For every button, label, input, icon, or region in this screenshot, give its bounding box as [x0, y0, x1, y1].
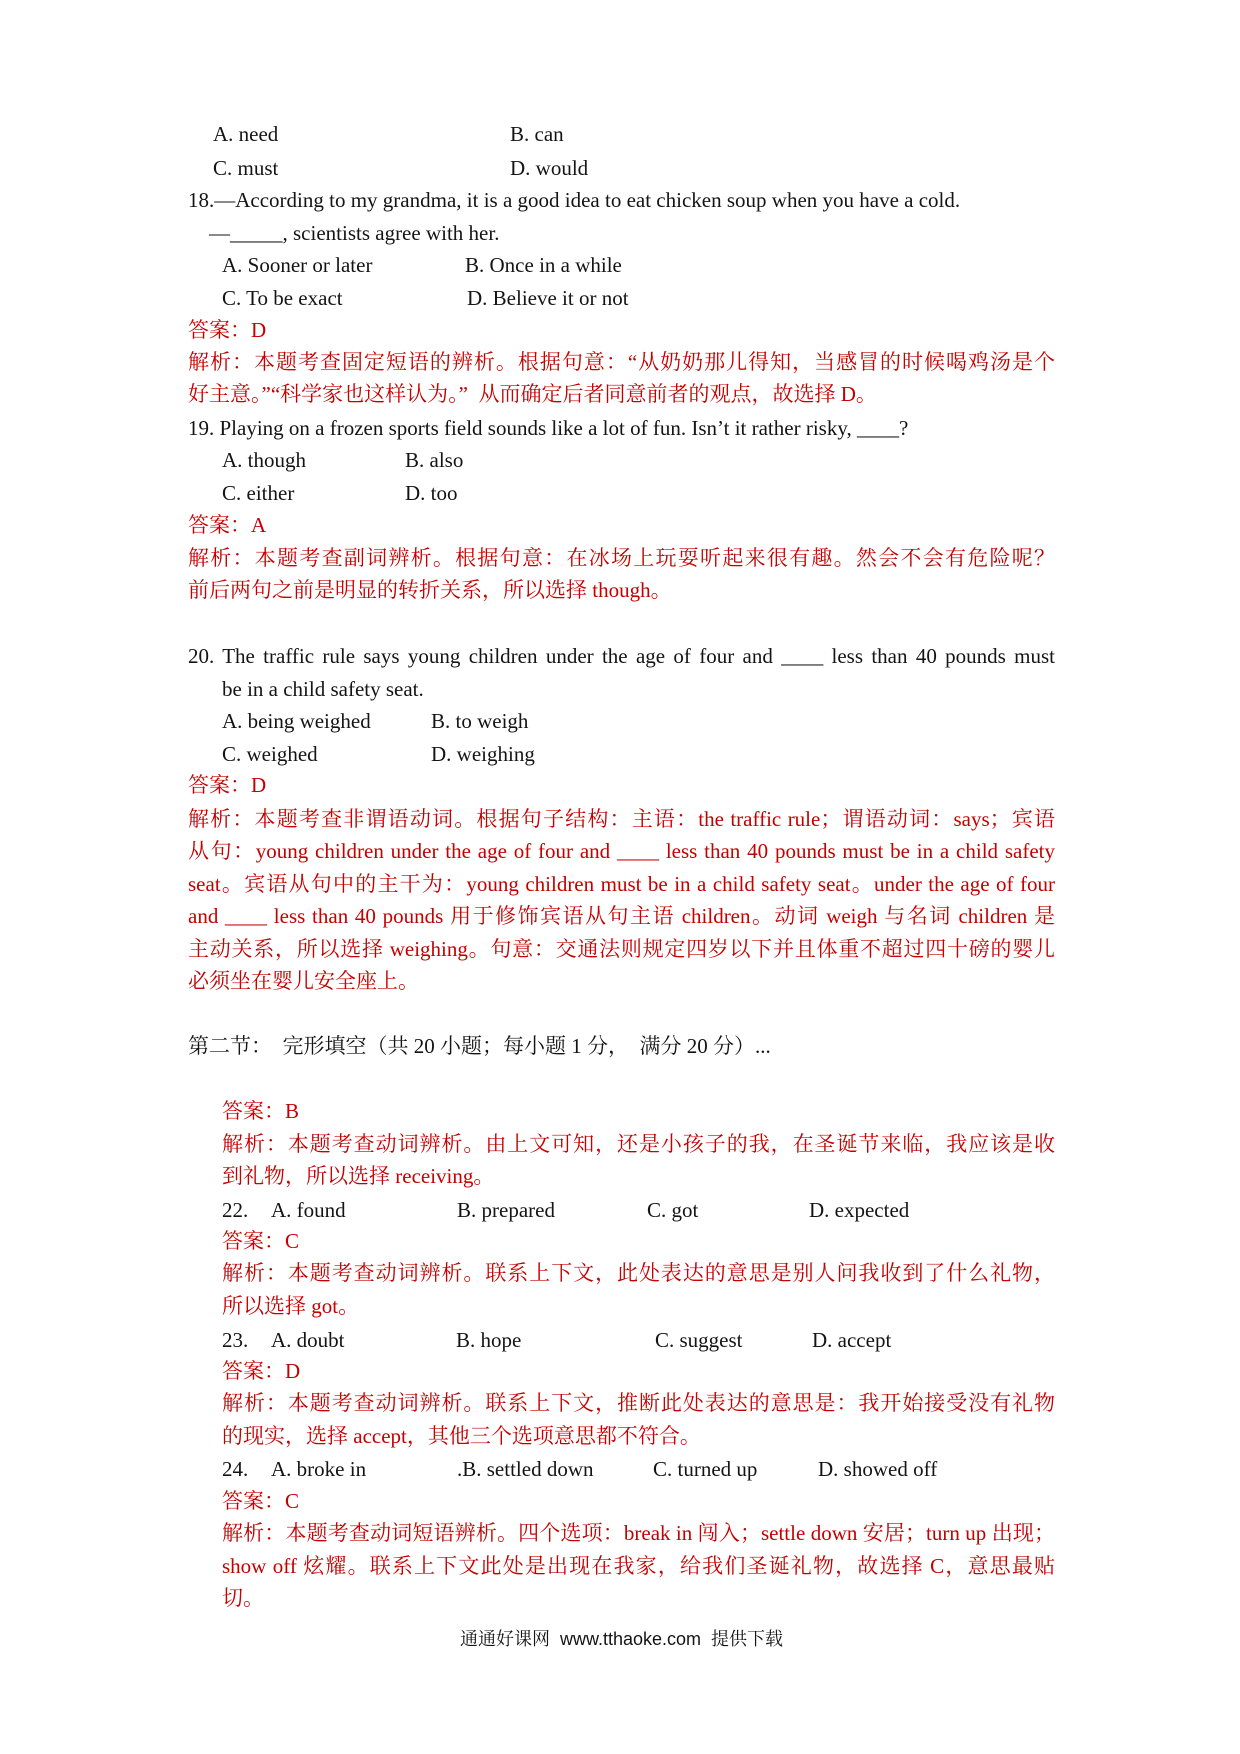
q20-option-b: B. to weigh: [431, 709, 529, 733]
q20-analysis-line: 必须坐在婴儿安全座上。: [188, 969, 419, 993]
q23-option-b: B. hope: [456, 1328, 522, 1352]
q23-option-c: C. suggest: [655, 1328, 743, 1352]
q24-option-b: .B. settled down: [457, 1457, 594, 1481]
q24-option-d: D. showed off: [818, 1457, 938, 1481]
q20-option-a: A. being weighed: [222, 709, 371, 733]
q22-option-c: C. got: [647, 1198, 699, 1222]
q24-analysis-line: show off 炫耀。联系上下文此处是出现在我家，给我们圣诞礼物，故选择 C，意思最贴: [222, 1554, 1055, 1578]
q23-option-a: A. doubt: [271, 1328, 345, 1352]
q18-analysis-line: 好主意。”“科学家也这样认为。” 从而确定后者同意前者的观点，故选择 D。: [188, 382, 877, 406]
footer-source: 通通好课网 www.tthaoke.com 提供下载: [459, 1629, 784, 1649]
q19-stem: 19. Playing on a frozen sports field sounds like a lot of fun. Isn’t it rather risky, ____?: [188, 416, 909, 440]
q23-number: 23.: [222, 1328, 249, 1352]
q22-option-d: D. expected: [809, 1198, 910, 1222]
q20-option-c: C. weighed: [222, 742, 318, 766]
q20-option-d: D. weighing: [431, 742, 535, 766]
q23-analysis-line: 的现实，选择 accept，其他三个选项意思都不符合。: [222, 1424, 701, 1448]
q19-option-b: B. also: [405, 448, 464, 472]
q20-analysis-line: 从句：young children under the age of four and ____ less than 40 pounds must be in a child safety: [188, 839, 1055, 863]
q24-option-c: C. turned up: [653, 1457, 758, 1481]
q17-option-c: C. must: [213, 156, 279, 180]
q18-stem-line: —_____, scientists agree with her.: [209, 221, 500, 245]
q20-stem-line: be in a child safety seat.: [222, 677, 424, 701]
q18-option-c: C. To be exact: [222, 286, 343, 310]
q18-option-b: B. Once in a while: [465, 253, 622, 277]
section2-heading: 第二节： 完形填空（共 20 小题；每小题 1 分， 满分 20 分）...: [188, 1034, 771, 1058]
q18-option-d: D. Believe it or not: [467, 286, 629, 310]
q18-stem-line: 18.—According to my grandma, it is a good idea to eat chicken soup when you have a cold.: [188, 188, 961, 212]
q23-answer: 答案：D: [222, 1359, 301, 1383]
q24-analysis-line: 解析：本题考查动词短语辨析。四个选项：break in 闯入；settle down 安居；turn up 出现；: [222, 1521, 1055, 1545]
q22-analysis-line: 解析：本题考查动词辨析。联系上下文，此处表达的意思是别人问我收到了什么礼物，: [222, 1261, 1055, 1285]
q20-analysis-line: 主动关系，所以选择 weighing。句意：交通法则规定四岁以下并且体重不超过四十磅的婴儿: [188, 937, 1055, 961]
q23-analysis-line: 解析：本题考查动词辨析。联系上下文，推断此处表达的意思是：我开始接受没有礼物: [222, 1391, 1055, 1415]
q19-analysis-line: 解析：本题考查副词辨析。根据句意：在冰场上玩耍听起来很有趣。然会不会有危险呢？: [188, 546, 1055, 570]
q22-option-b: B. prepared: [457, 1198, 555, 1222]
q20-analysis-line: 解析：本题考查非谓语动词。根据句子结构：主语：the traffic rule；谓语动词：says；宾语: [188, 807, 1055, 831]
q21-answer: 答案：B: [222, 1099, 300, 1123]
q18-answer: 答案：D: [188, 318, 267, 342]
q20-analysis-line: seat。宾语从句中的主干为：young children must be in a child safety seat。under the age of four: [188, 872, 1055, 896]
q24-analysis-line: 切。: [222, 1586, 264, 1610]
q17-option-b: B. can: [510, 122, 564, 146]
q22-option-a: A. found: [271, 1198, 346, 1222]
q24-option-a: A. broke in: [271, 1457, 367, 1481]
q20-answer: 答案：D: [188, 773, 267, 797]
q19-option-c: C. either: [222, 481, 295, 505]
q17-option-d: D. would: [510, 156, 589, 180]
q24-answer: 答案：C: [222, 1489, 300, 1513]
q19-analysis-line: 前后两句之前是明显的转折关系，所以选择 though。: [188, 578, 672, 602]
q18-analysis-line: 解析：本题考查固定短语的辨析。根据句意：“从奶奶那儿得知，当感冒的时候喝鸡汤是个: [188, 350, 1055, 374]
q22-analysis-line: 所以选择 got。: [222, 1294, 360, 1318]
q22-answer: 答案：C: [222, 1229, 300, 1253]
q20-analysis-line: and ____ less than 40 pounds 用于修饰宾语从句主语 children。动词 weigh 与名词 children 是: [188, 904, 1055, 928]
q19-answer: 答案：A: [188, 513, 267, 537]
q20-stem-line: 20. The traffic rule says young children under the age of four and ____ less than 40 pounds must: [188, 644, 1055, 668]
q21-analysis-line: 到礼物，所以选择 receiving。: [222, 1164, 495, 1188]
q19-option-d: D. too: [405, 481, 458, 505]
q18-option-a: A. Sooner or later: [222, 253, 373, 277]
q21-analysis-line: 解析：本题考查动词辨析。由上文可知，还是小孩子的我，在圣诞节来临，我应该是收: [222, 1132, 1055, 1156]
q19-option-a: A. though: [222, 448, 306, 472]
q23-option-d: D. accept: [812, 1328, 892, 1352]
q22-number: 22.: [222, 1198, 249, 1222]
q17-option-a: A. need: [213, 122, 279, 146]
q24-number: 24.: [222, 1457, 249, 1481]
